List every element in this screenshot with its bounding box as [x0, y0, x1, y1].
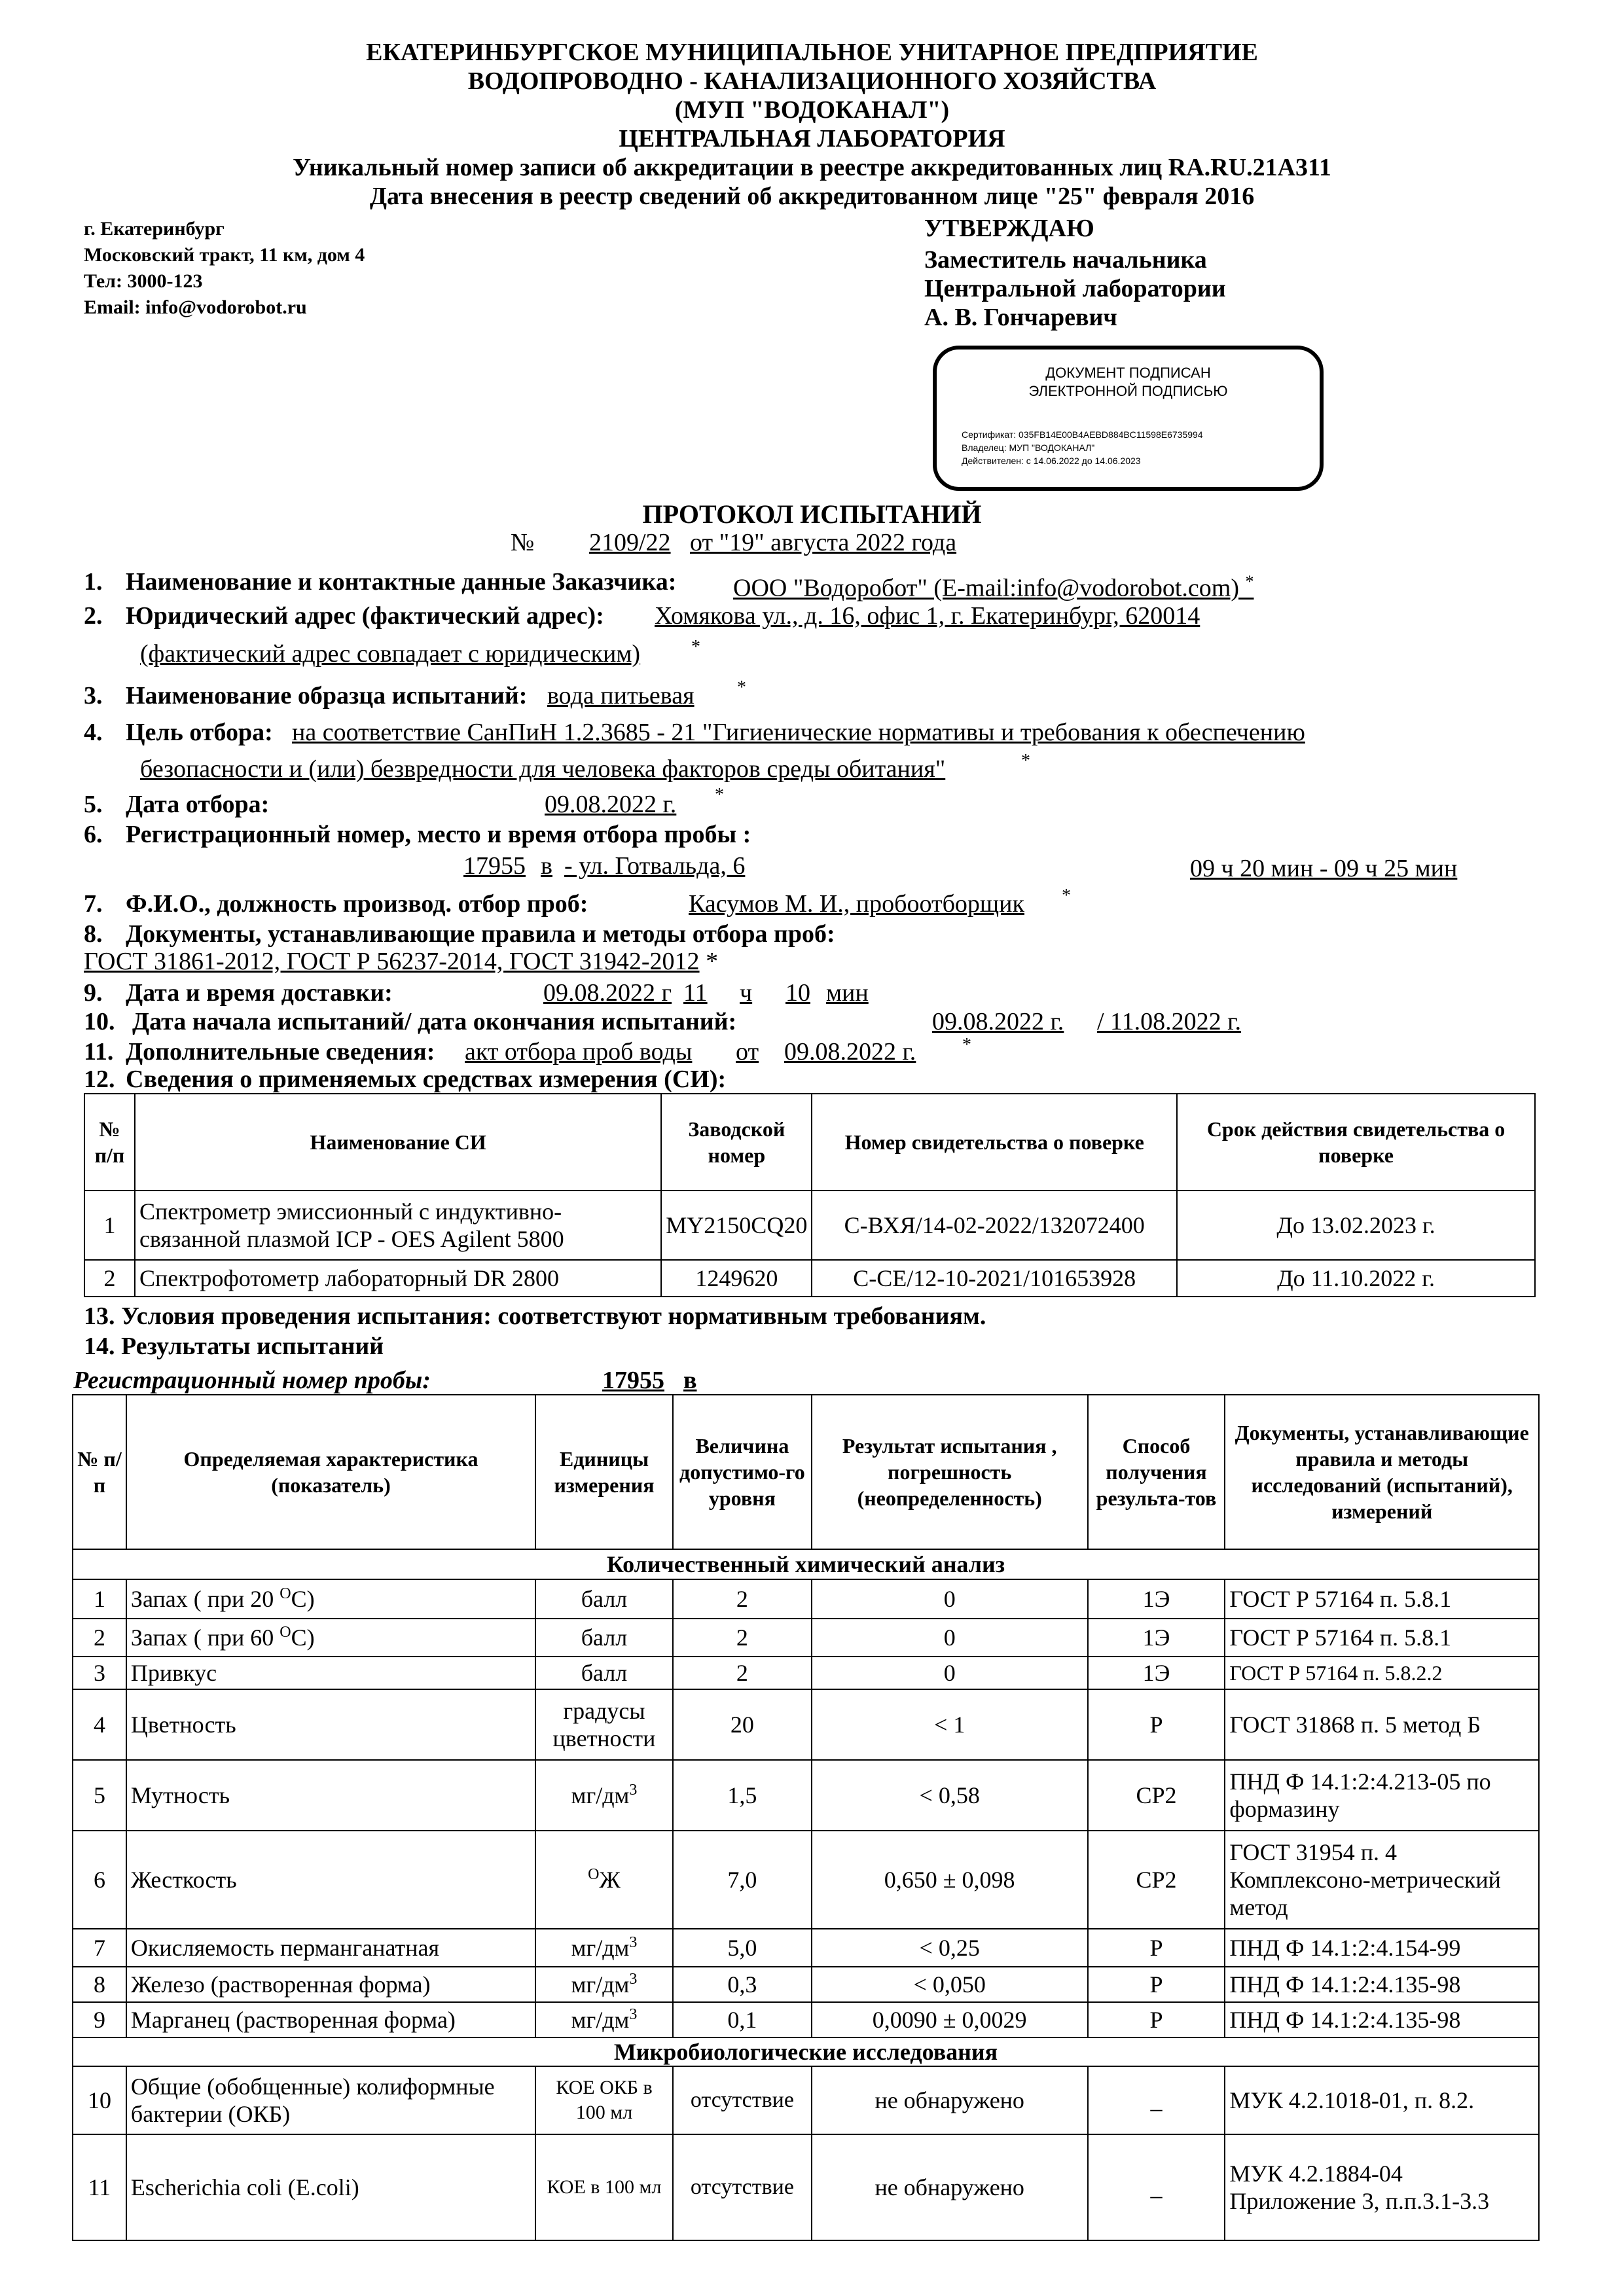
- cell-doc: ГОСТ Р 57164 п. 5.8.1: [1225, 1619, 1539, 1657]
- field8-star: *: [706, 948, 719, 975]
- cell-name: Марганец (растворенная форма): [126, 2002, 535, 2037]
- field11-star: *: [962, 1035, 971, 1055]
- field7-value: Касумов М. И., пробоотборщик: [689, 890, 1024, 918]
- field11-date: 09.08.2022 г.: [784, 1038, 916, 1066]
- cell-unit-text: Ж: [599, 1867, 621, 1893]
- si-table: [84, 1093, 1536, 1297]
- si-header-serial: Заводской номер: [661, 1094, 812, 1191]
- cell-unit: градусы цветности: [535, 1689, 673, 1760]
- cell-doc: ГОСТ 31954 п. 4 Комплексоно-метрический метод: [1225, 1831, 1539, 1929]
- cell-norm: 1,5: [673, 1760, 812, 1831]
- cell-method: 1Э: [1088, 1579, 1225, 1619]
- table-row: [73, 1657, 1539, 1689]
- field6-label: Регистрационный номер, место и время отбора пробы :: [126, 821, 751, 848]
- field9-num: 9.: [84, 979, 103, 1007]
- cell-result: 0: [812, 1579, 1088, 1619]
- field8-value: [84, 946, 718, 977]
- cell-name-text: Запах ( при 60: [130, 1624, 274, 1651]
- cell-name: [126, 1619, 535, 1657]
- address-city: г. Екатеринбург: [84, 218, 225, 240]
- cell-unit-text: мг/дм: [571, 1782, 630, 1808]
- cell-name: [126, 1579, 535, 1619]
- field2-note: [84, 639, 640, 669]
- org-name-line2: ВОДОПРОВОДНО - КАНАЛИЗАЦИОННОГО ХОЗЯЙСТВА: [467, 67, 1157, 95]
- field6-time: 09 ч 20 мин - 09 ч 25 мин: [1190, 855, 1458, 882]
- cell-method: Р: [1088, 2002, 1225, 2037]
- field11-from: от: [736, 1038, 759, 1066]
- field2-star: *: [691, 637, 700, 657]
- cell-result: < 0,050: [812, 1967, 1088, 2002]
- field8-value-text: ГОСТ 31861-2012, ГОСТ Р 56237-2014, ГОСТ 31942-2012: [84, 948, 700, 975]
- cell-name-text2: С): [291, 1586, 315, 1612]
- cell-num: 11: [73, 2134, 126, 2240]
- reg-label: Регистрационный номер пробы:: [73, 1367, 431, 1394]
- cell-norm: 2: [673, 1657, 812, 1689]
- table-row: [73, 1929, 1539, 1967]
- electronic-signature-stamp: [933, 346, 1324, 491]
- si-header-cert: Номер свидетельства о поверке: [812, 1094, 1177, 1191]
- results-table-header: [73, 1395, 1539, 1549]
- cell-unit-text: мг/дм: [571, 2007, 630, 2033]
- cell-doc: ПНД Ф 14.1:2:4.135-98: [1225, 1967, 1539, 2002]
- protocol-number: 2109/22: [589, 529, 671, 556]
- cell-name: Привкус: [126, 1657, 535, 1689]
- field4-value2-text: безопасности и (или) безвредности для человека факторов среды обитания": [140, 755, 946, 783]
- field10-start: 09.08.2022 г.: [932, 1008, 1064, 1035]
- cell-name: Железо (растворенная форма): [126, 1967, 535, 2002]
- cell-result: < 0,58: [812, 1760, 1088, 1831]
- results-header-result: Результат испытания , погрешность (неопределенность): [812, 1395, 1088, 1549]
- field5-star: *: [715, 785, 724, 805]
- results-header-method: Способ получения результа-тов: [1088, 1395, 1225, 1549]
- address-phone: Тел: 3000-123: [84, 270, 203, 292]
- accreditation-number: Уникальный номер записи об аккредитации в реестре аккредитованных лиц RA.RU.21A311: [293, 154, 1331, 181]
- protocol-num-sign: №: [511, 529, 535, 556]
- cell-num: 3: [73, 1657, 126, 1689]
- table-row: [73, 2002, 1539, 2037]
- cell-norm: отсутствие: [673, 2066, 812, 2134]
- results-section-chemical: [73, 1549, 1539, 1579]
- cell-method: Р: [1088, 1929, 1225, 1967]
- cell-num: 7: [73, 1929, 126, 1967]
- field12-label: Сведения о применяемых средствах измерения (СИ):: [126, 1066, 727, 1093]
- field9-label: Дата и время доставки:: [126, 979, 393, 1007]
- field4-value2: [84, 754, 945, 784]
- reg-value: 17955: [602, 1367, 664, 1394]
- table-row: [73, 1619, 1539, 1657]
- signature-line1: ДОКУМЕНТ ПОДПИСАН: [1045, 365, 1211, 381]
- field9-date: 09.08.2022 г: [543, 979, 672, 1007]
- field1-value: [733, 567, 1254, 603]
- cell-name: Escherichia coli (E.coli): [126, 2134, 535, 2240]
- field12-num: 12.: [84, 1066, 115, 1093]
- cell-name-sup: О: [280, 1624, 291, 1641]
- cell-method: Р: [1088, 1689, 1225, 1760]
- field6-place: - ул. Готвальда, 6: [564, 852, 746, 880]
- approve-line3: А. В. Гончаревич: [924, 304, 1117, 331]
- field5-label: Дата отбора:: [126, 791, 270, 818]
- field6-num: 6.: [84, 821, 103, 848]
- si-cell: MY2150CQ20: [661, 1191, 812, 1260]
- field9-minutes-unit: мин: [826, 979, 869, 1007]
- field10-label: Дата начала испытаний/ дата окончания испытаний:: [132, 1008, 737, 1035]
- si-cell: До 13.02.2023 г.: [1177, 1191, 1535, 1260]
- approve-line1: Заместитель начальника: [924, 246, 1207, 274]
- address-street: Московский тракт, 11 км, дом 4: [84, 244, 365, 266]
- field9-hours-unit: ч: [740, 979, 753, 1007]
- si-table-header: [84, 1094, 1535, 1191]
- cell-unit: балл: [535, 1619, 673, 1657]
- approve-title: УТВЕРЖДАЮ: [924, 215, 1094, 242]
- si-cell: С-ВХЯ/14-02-2022/132072400: [812, 1191, 1177, 1260]
- field1-value-text: ООО "Водоробот" (E-mail:info@vodorobot.com): [733, 574, 1239, 602]
- org-name-line3: (МУП "ВОДОКАНАЛ"): [674, 96, 950, 124]
- field8-num: 8.: [84, 920, 103, 948]
- results-header-num: № п/п: [73, 1395, 126, 1549]
- field2-value: Хомякова ул., д. 16, офис 1, г. Екатеринбург, 620014: [655, 602, 1200, 630]
- field6-letter: в: [541, 852, 552, 880]
- field3-label: Наименование образца испытаний:: [126, 682, 528, 709]
- field2-label: Юридический адрес (фактический адрес):: [126, 602, 604, 630]
- approve-line2: Центральной лаборатории: [924, 275, 1226, 302]
- field4-label: Цель отбора:: [126, 719, 273, 746]
- field3-num: 3.: [84, 682, 103, 709]
- cell-result: < 1: [812, 1689, 1088, 1760]
- lab-name: ЦЕНТРАЛЬНАЯ ЛАБОРАТОРИЯ: [619, 125, 1005, 152]
- cell-num: 2: [73, 1619, 126, 1657]
- field4-star: *: [1021, 751, 1030, 771]
- table-row: [84, 1191, 1535, 1260]
- si-cell: 2: [84, 1260, 135, 1297]
- field3-value: вода питьевая: [547, 682, 695, 709]
- cell-num: 4: [73, 1689, 126, 1760]
- field5-num: 5.: [84, 791, 103, 818]
- field5-value: 09.08.2022 г.: [545, 791, 677, 818]
- cell-name-sup: О: [280, 1585, 291, 1602]
- cell-unit: [535, 1760, 673, 1831]
- cell-result: не обнаружено: [812, 2066, 1088, 2134]
- cell-result: 0: [812, 1657, 1088, 1689]
- table-row: [73, 2134, 1539, 2240]
- cell-method: 1Э: [1088, 1657, 1225, 1689]
- field7-star: *: [1062, 886, 1071, 906]
- cell-norm: 7,0: [673, 1831, 812, 1929]
- results-section-micro: [73, 2037, 1539, 2066]
- si-cell: До 11.10.2022 г.: [1177, 1260, 1535, 1297]
- results-title: 14. Результаты испытаний: [84, 1333, 384, 1360]
- cell-doc: МУК 4.2.1884-04 Приложение 3, п.п.3.1-3.3: [1225, 2134, 1539, 2240]
- results-header-name: Определяемая характеристика (показатель): [126, 1395, 535, 1549]
- cell-result: 0,0090 ± 0,0029: [812, 2002, 1088, 2037]
- si-header-num: № п/п: [84, 1094, 135, 1191]
- cell-doc: ГОСТ Р 57164 п. 5.8.1: [1225, 1579, 1539, 1619]
- table-row: [73, 1967, 1539, 2002]
- protocol-date: от "19" августа 2022 года: [690, 529, 957, 556]
- cell-unit: КОЕ ОКБ в 100 мл: [535, 2066, 673, 2134]
- cell-name: Мутность: [126, 1760, 535, 1831]
- cell-doc: МУК 4.2.1018-01, п. 8.2.: [1225, 2066, 1539, 2134]
- cell-norm: 20: [673, 1689, 812, 1760]
- results-table: [72, 1394, 1540, 2241]
- cell-name: Цветность: [126, 1689, 535, 1760]
- cell-doc: ГОСТ 31868 п. 5 метод Б: [1225, 1689, 1539, 1760]
- cell-norm: 5,0: [673, 1929, 812, 1967]
- field4-num: 4.: [84, 719, 103, 746]
- cell-unit-sup: 3: [629, 1782, 638, 1799]
- signature-cert: Сертификат: 035FB14E00B4AEBD884BC11598E6735994: [962, 429, 1203, 440]
- cell-method: Р: [1088, 1967, 1225, 2002]
- section-title: Микробиологические исследования: [73, 2037, 1539, 2066]
- table-row: [84, 1260, 1535, 1297]
- si-cell: Спектрометр эмиссионный с индуктивно-связанной плазмой ICP - OES Agilent 5800: [135, 1191, 661, 1260]
- cell-doc: ПНД Ф 14.1:2:4.154-99: [1225, 1929, 1539, 1967]
- cell-num: 8: [73, 1967, 126, 2002]
- cell-method: СР2: [1088, 1831, 1225, 1929]
- cell-method: СР2: [1088, 1760, 1225, 1831]
- signature-line2: ЭЛЕКТРОННОЙ ПОДПИСЬЮ: [1028, 383, 1228, 399]
- table-row: [73, 2066, 1539, 2134]
- conditions: 13. Условия проведения испытания: соответствуют нормативным требованиям.: [84, 1302, 986, 1330]
- signature-valid: Действителен: с 14.06.2022 до 14.06.2023: [962, 456, 1141, 466]
- table-row: [73, 1689, 1539, 1760]
- cell-num: 9: [73, 2002, 126, 2037]
- accreditation-date: Дата внесения в реестр сведений об аккредитованном лице "25" февраля 2016: [369, 183, 1255, 210]
- cell-name-text: Запах ( при 20: [130, 1586, 274, 1612]
- cell-norm: отсутствие: [673, 2134, 812, 2240]
- cell-name-text2: С): [291, 1624, 315, 1651]
- field11-value: акт отбора проб воды: [465, 1038, 693, 1066]
- cell-result: 0,650 ± 0,098: [812, 1831, 1088, 1929]
- cell-norm: 2: [673, 1579, 812, 1619]
- field8-label: Документы, устанавливающие правила и методы отбора проб:: [126, 920, 835, 948]
- field2-num: 2.: [84, 602, 103, 630]
- cell-doc: ПНД Ф 14.1:2:4.135-98: [1225, 2002, 1539, 2037]
- cell-unit-sup: 3: [629, 2006, 638, 2023]
- cell-result: не обнаружено: [812, 2134, 1088, 2240]
- field6-reg: 17955: [463, 852, 526, 880]
- results-header-unit: Единицы измерения: [535, 1395, 673, 1549]
- table-row: [73, 1831, 1539, 1929]
- cell-unit: [535, 1929, 673, 1967]
- field11-num: 11.: [84, 1038, 114, 1066]
- field3-star: *: [737, 677, 746, 698]
- cell-name: Жесткость: [126, 1831, 535, 1929]
- reg-letter: в: [683, 1367, 697, 1394]
- results-header-norm: Величина допустимо-го уровня: [673, 1395, 812, 1549]
- field9-minutes: 10: [785, 979, 810, 1007]
- address-email: Email: info@vodorobot.ru: [84, 296, 307, 318]
- si-cell: 1: [84, 1191, 135, 1260]
- cell-unit-sup: 3: [629, 1971, 638, 1988]
- table-row: [73, 1579, 1539, 1619]
- org-name-line1: ЕКАТЕРИНБУРГСКОЕ МУНИЦИПАЛЬНОЕ УНИТАРНОЕ ПРЕДПРИЯТИЕ: [366, 39, 1258, 66]
- field1-star: *: [1245, 572, 1254, 591]
- si-cell: 1249620: [661, 1260, 812, 1297]
- cell-unit-pre: О: [588, 1866, 600, 1883]
- cell-num: 1: [73, 1579, 126, 1619]
- cell-name: Окисляемость перманганатная: [126, 1929, 535, 1967]
- cell-doc: ГОСТ Р 57164 п. 5.8.2.2: [1225, 1657, 1539, 1689]
- field1-num: 1.: [84, 568, 103, 596]
- cell-norm: 2: [673, 1619, 812, 1657]
- si-cell: Спектрофотометр лабораторный DR 2800: [135, 1260, 661, 1297]
- signature-owner: Владелец: МУП "ВОДОКАНАЛ": [962, 442, 1095, 453]
- cell-method: _: [1088, 2066, 1225, 2134]
- cell-norm: 0,1: [673, 2002, 812, 2037]
- cell-unit-text: мг/дм: [571, 1971, 630, 1998]
- cell-norm: 0,3: [673, 1967, 812, 2002]
- si-header-valid: Срок действия свидетельства о поверке: [1177, 1094, 1535, 1191]
- results-header-doc: Документы, устанавливающие правила и методы исследований (испытаний), измерений: [1225, 1395, 1539, 1549]
- cell-unit: балл: [535, 1579, 673, 1619]
- cell-method: _: [1088, 2134, 1225, 2240]
- cell-unit: балл: [535, 1657, 673, 1689]
- section-title: Количественный химический анализ: [73, 1549, 1539, 1579]
- cell-unit: [535, 2002, 673, 2037]
- cell-num: 5: [73, 1760, 126, 1831]
- cell-result: < 0,25: [812, 1929, 1088, 1967]
- field7-label: Ф.И.О., должность производ. отбор проб:: [126, 890, 588, 918]
- cell-unit-text: мг/дм: [571, 1935, 630, 1961]
- field7-num: 7.: [84, 890, 103, 918]
- cell-doc: ПНД Ф 14.1:2:4.213-05 по формазину: [1225, 1760, 1539, 1831]
- si-header-name: Наименование СИ: [135, 1094, 661, 1191]
- field10-end: / 11.08.2022 г.: [1097, 1008, 1241, 1035]
- table-row: [73, 1760, 1539, 1831]
- cell-unit: [535, 1967, 673, 2002]
- cell-unit: КОЕ в 100 мл: [535, 2134, 673, 2240]
- field2-note-text: (фактический адрес совпадает с юридическим): [140, 640, 641, 668]
- field10-num: 10.: [84, 1008, 115, 1035]
- cell-unit: [535, 1831, 673, 1929]
- cell-method: 1Э: [1088, 1619, 1225, 1657]
- si-cell: С-СЕ/12-10-2021/101653928: [812, 1260, 1177, 1297]
- protocol-title: ПРОТОКОЛ ИСПЫТАНИЙ: [642, 499, 982, 529]
- cell-num: 6: [73, 1831, 126, 1929]
- field4-value1: на соответствие СанПиН 1.2.3685 - 21 "Гигиенические нормативы и требования к обеспечению: [292, 719, 1305, 746]
- cell-name: Общие (обобщенные) колиформные бактерии (ОКБ): [126, 2066, 535, 2134]
- field9-hours: 11: [683, 979, 708, 1007]
- field11-label: Дополнительные сведения:: [126, 1038, 435, 1066]
- cell-result: 0: [812, 1619, 1088, 1657]
- field1-label: Наименование и контактные данные Заказчика:: [126, 568, 677, 596]
- cell-unit-sup: 3: [629, 1934, 638, 1951]
- cell-num: 10: [73, 2066, 126, 2134]
